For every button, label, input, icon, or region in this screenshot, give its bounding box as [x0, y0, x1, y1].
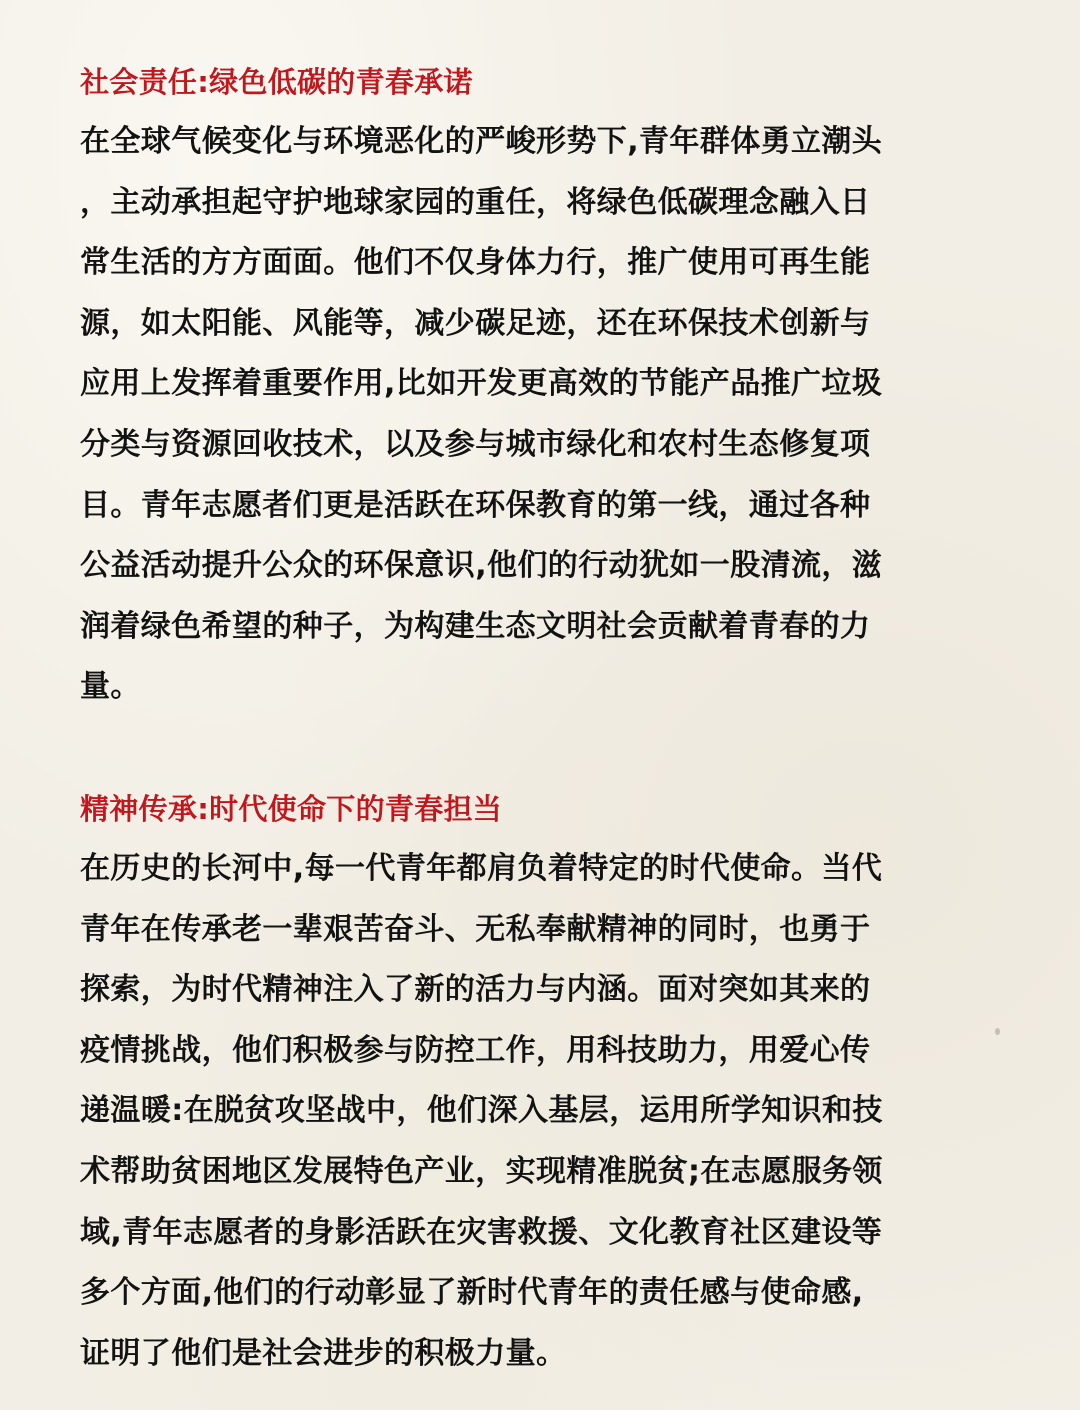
paragraph-line: 量。 — [80, 669, 141, 705]
article — [80, 52, 990, 1384]
paragraph-line: 术帮助贫困地区发展特色产业，实现精准脱贫;在志愿服务领 — [80, 1153, 883, 1189]
paragraph-line: 公益活动提升公众的环保意识,他们的行动犹如一股清流，滋 — [80, 548, 883, 584]
paragraph-line: ，主动承担起守护地球家园的重任，将绿色低碳理念融入日 — [80, 184, 871, 220]
paragraph-line: 证明了他们是社会进步的积极力量。 — [80, 1335, 567, 1371]
section-title: 精神传承:时代使命下的青春担当 — [80, 791, 503, 826]
paragraph-line: 目。青年志愿者们更是活跃在环保教育的第一线，通过各种 — [80, 487, 871, 523]
paragraph-line: 润着绿色希望的种子，为构建生态文明社会贡献着青春的力 — [80, 608, 871, 644]
section-social-responsibility — [80, 52, 990, 718]
paragraph-line: 多个方面,他们的行动彰显了新时代青年的责任感与使命感, — [80, 1275, 864, 1311]
paragraph-line: 在历史的长河中,每一代青年都肩负着特定的时代使命。当代 — [80, 850, 883, 886]
paragraph-line: 常生活的方方面面。他们不仅身体力行，推广使用可再生能 — [80, 245, 871, 281]
section-body — [80, 839, 990, 1384]
paragraph-line: 在全球气候变化与环境恶化的严峻形势下,青年群体勇立潮头 — [80, 124, 883, 159]
paragraph-line: 分类与资源回收技术，以及参与城市绿化和农村生态修复项 — [80, 426, 871, 462]
paper-speck-decoration — [995, 1028, 1000, 1035]
paragraph-line: 域,青年志愿者的身影活跃在灾害救援、文化教育社区建设等 — [80, 1214, 883, 1250]
paragraph-line: 源，如太阳能、风能等，减少碳足迹，还在环保技术创新与 — [80, 305, 871, 341]
section-body — [80, 112, 990, 718]
paragraph-line: 递温暖:在脱贫攻坚战中，他们深入基层，运用所学知识和技 — [80, 1093, 883, 1129]
paragraph-line: 疫情挑战，他们积极参与防控工作，用科技助力，用爱心传 — [80, 1032, 871, 1068]
paragraph-line: 青年在传承老一辈艰苦奋斗、无私奉献精神的同时，也勇于 — [80, 911, 871, 947]
paragraph-line: 探索，为时代精神注入了新的活力与内涵。面对突如其来的 — [80, 972, 871, 1008]
section-spirit-inheritance — [80, 779, 990, 1384]
paragraph-line: 应用上发挥着重要作用,比如开发更高效的节能产品推广垃圾 — [80, 366, 883, 402]
section-title: 社会责任:绿色低碳的青春承诺 — [80, 65, 473, 99]
